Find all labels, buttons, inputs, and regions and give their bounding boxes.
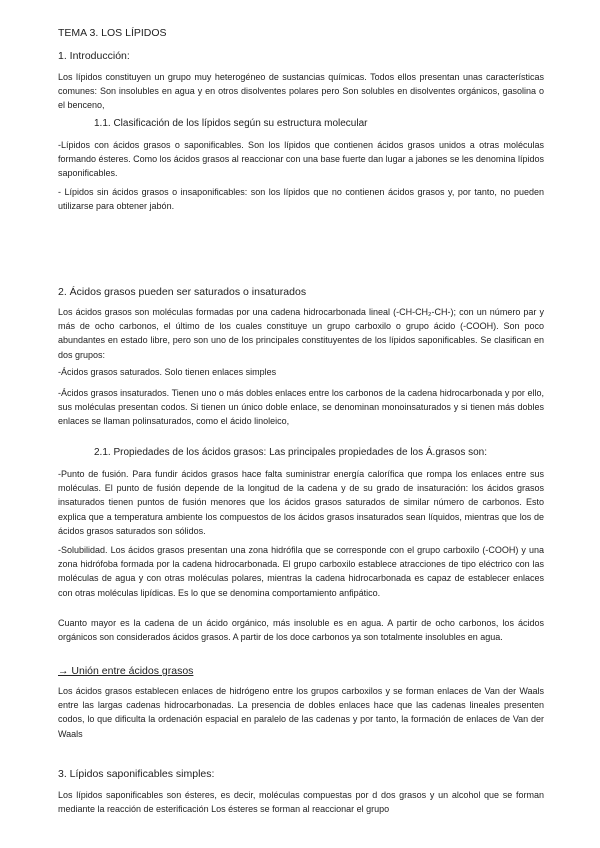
paragraph-saturados: -Ácidos grasos saturados. Solo tienen enlaces simples <box>58 367 277 377</box>
section-2-1-heading: 2.1. Propiedades de los ácidos grasos: Las principales propiedades de los Á.grasos son: <box>94 447 488 458</box>
paragraph-solubilidad: -Solubilidad. Los ácidos grasos presentan una zona hidrófila que se corresponde con el grupo carboxilo (-COOH) y una zona hidrófoba formada por la cadena hidrocarbonada. El grupo carboxilo establece atracciones de tipo eléctrico con las moléculas de agua y con otras moléculas polares, mientras la cadena hidrocarbonada es capaz de establecer enlaces con otras moléculas lipídicas. Es lo que se denomina comportamiento anfipático. <box>58 545 544 598</box>
paragraph-saponificables-simples: Los lípidos saponificables son ésteres, es decir, moléculas compuestas por d dos grasos y un alcohol que se forman mediante la reacción de esterificación Los ésteres se forman al reaccionar el grupo <box>58 790 544 815</box>
union-acidos-grasos-heading: → Unión entre ácidos grasos <box>58 665 194 677</box>
section-2-heading: 2. Ácidos grasos pueden ser saturados o insaturados <box>58 286 307 298</box>
paragraph-punto-fusion: -Punto de fusión. Para fundir ácidos grasos hace falta suministrar energía calorífica que rompa los enlaces entre sus moléculas. El punto de fusión depende de la longitud de la cadena y de su grado de insaturación: los ácidos grasos insaturados tienen puntos de fusión menores que los ácidos grasos saturados de similar número de carbonos. Esto explica que a temperatura ambiente los compuestos de los ácidos grasos insaturados sean líquidos, mientras que los de ácidos grasos saturados son sólidos. <box>58 469 544 536</box>
paragraph-insaturados: -Ácidos grasos insaturados. Tienen uno o más dobles enlaces entre los carbonos de la cadena hidrocarbonada y por ello, sus moléculas presentan codos. Si tienen un único doble enlace, se denominan monoinsaturados y si tienen más dobles enlaces se llaman polinsaturados, como el ácido linoleico, <box>58 388 544 427</box>
section-1-1-heading: 1.1. Clasificación de los lípidos según su estructura molecular <box>94 118 368 129</box>
paragraph-union: Los ácidos grasos establecen enlaces de hidrógeno entre los grupos carboxilos y se forman enlaces de Van der Waals entre las largas cadenas hidrocarbonadas. La presencia de dobles enlaces hace que las cadenas lineales presenten codos, lo que dificulta la ordenación espacial en paralelo de las cadenas y por tanto, la formación de enlaces de Van der Waals <box>58 686 544 739</box>
section-1-heading: 1. Introducción: <box>58 50 130 62</box>
paragraph-insaponificables: - Lípidos sin ácidos grasos o insaponificables: son los lípidos que no contienen ácidos grasos y, por tanto, no pueden utilizarse para obtener jabón. <box>58 187 544 212</box>
paragraph-saponificables: -Lípidos con ácidos grasos o saponificables. Son los lípidos que contienen ácidos grasos unidos a otras moléculas formando ésteres. Como los ácidos grasos al reaccionar con una base fuerte dan lugar a jabones se les denomina lípidos saponificables. <box>58 140 544 179</box>
paragraph-intro: Los lípidos constituyen un grupo muy heterogéneo de sustancias químicas. Todos ellos presentan unas características comunes: Son insolubles en agua y en otros disolventes polares pero Son solubles en disolventes orgánicos, gasolina o el benceno, <box>58 72 544 111</box>
paragraph-acidos-grasos: Los ácidos grasos son moléculas formadas por una cadena hidrocarbonada lineal (-CH-CH₂-CH-); con un número par y más de ocho carbonos, el último de los cuales constituye un grupo carboxilo o grupo ácido (-COOH). Son poco abundantes en estado libre, pero son uno de los principales constituyentes de los lípidos saponificables. Se clasifican en dos grupos: <box>58 307 544 360</box>
document-title: TEMA 3. LOS LÍPIDOS <box>58 27 167 39</box>
paragraph-cadena: Cuanto mayor es la cadena de un ácido orgánico, más insoluble es en agua. A partir de ocho carbonos, los ácidos orgánicos son considerados ácidos grasos. A partir de los doce carbonos ya son totalmente insolubles en agua. <box>58 618 544 643</box>
section-3-heading: 3. Lípidos saponificables simples: <box>58 768 215 780</box>
